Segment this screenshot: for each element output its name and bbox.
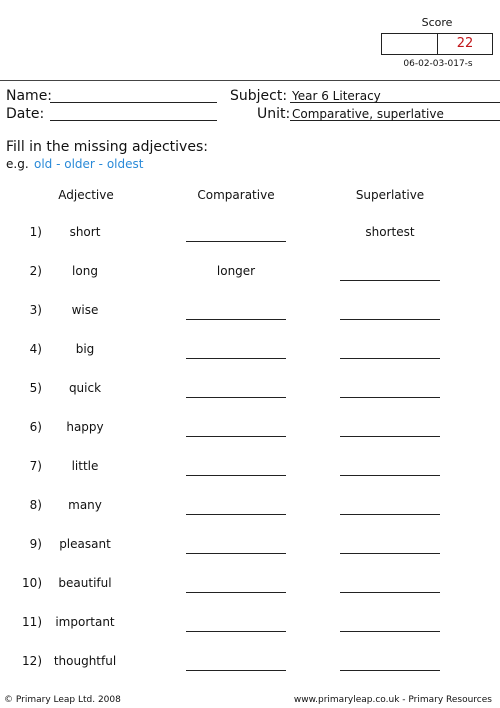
row-number: 6) [29, 420, 42, 434]
table-row [0, 225, 500, 245]
adjective-cell: long [72, 264, 98, 278]
table-row [0, 576, 500, 596]
comparative-answer-line[interactable] [186, 654, 286, 671]
comparative-answer-line[interactable] [186, 342, 286, 359]
row-number: 10) [22, 576, 42, 590]
superlative-answer-line[interactable] [340, 420, 440, 437]
table-row [0, 537, 500, 557]
date-label: Date: [6, 106, 45, 122]
unit-label: Unit: [257, 106, 291, 122]
comparative-answer-line[interactable] [186, 615, 286, 632]
superlative-answer-line[interactable] [340, 264, 440, 281]
table-row [0, 303, 500, 323]
footer-website: www.primaryleap.co.uk - Primary Resources [293, 695, 492, 705]
table-row [0, 459, 500, 479]
superlative-answer-line[interactable] [340, 654, 440, 671]
name-label: Name: [6, 88, 53, 104]
sheet-code: 06-02-03-017-s [403, 59, 473, 69]
comparative-answer-line[interactable] [186, 498, 286, 515]
row-number: 3) [29, 303, 42, 317]
subject-value: Year 6 Literacy [292, 89, 381, 103]
adjective-cell: little [71, 459, 99, 473]
footer-copyright: © Primary Leap Ltd. 2008 [4, 695, 121, 705]
table-row [0, 498, 500, 518]
superlative-answer-line[interactable] [340, 498, 440, 515]
adjective-cell: pleasant [59, 537, 111, 551]
adjective-cell: beautiful [58, 576, 112, 590]
comparative-answer-line[interactable] [186, 576, 286, 593]
superlative-answer-line[interactable] [340, 342, 440, 359]
score-value: 22 [456, 36, 474, 51]
column-header-adjective: Adjective [58, 188, 114, 202]
superlative-answer-line[interactable] [340, 615, 440, 632]
date-line[interactable] [50, 120, 217, 121]
header-divider [0, 80, 500, 81]
adjective-cell: wise [71, 303, 99, 317]
comparative-answer-line[interactable] [186, 225, 286, 242]
comparative-answer-line[interactable] [186, 303, 286, 320]
score-label: Score [421, 16, 453, 29]
row-number: 9) [29, 537, 42, 551]
comparative-answer-line[interactable] [186, 459, 286, 476]
superlative-cell: shortest [365, 225, 415, 239]
adjective-cell: quick [68, 381, 102, 395]
row-number: 8) [29, 498, 42, 512]
adjective-cell: many [68, 498, 102, 512]
row-number: 11) [22, 615, 42, 629]
table-row [0, 342, 500, 362]
superlative-answer-line[interactable] [340, 381, 440, 398]
row-number: 1) [29, 225, 42, 239]
superlative-answer-line[interactable] [340, 576, 440, 593]
superlative-answer-line[interactable] [340, 459, 440, 476]
subject-label: Subject: [230, 88, 288, 104]
score-blank-cell [382, 34, 438, 54]
adjective-cell: short [69, 225, 101, 239]
example-prefix: e.g. [6, 157, 29, 171]
comparative-answer-line[interactable] [186, 420, 286, 437]
adjective-cell: big [75, 342, 95, 356]
table-row [0, 615, 500, 635]
adjective-cell: thoughtful [53, 654, 117, 668]
column-header-superlative: Superlative [355, 188, 425, 202]
comparative-cell: longer [216, 264, 256, 278]
table-row [0, 381, 500, 401]
instruction-text: Fill in the missing adjectives: [6, 139, 208, 155]
row-number: 12) [22, 654, 42, 668]
adjective-cell: happy [66, 420, 104, 434]
row-number: 4) [29, 342, 42, 356]
adjective-cell: important [55, 615, 115, 629]
superlative-answer-line[interactable] [340, 303, 440, 320]
comparative-answer-line[interactable] [186, 537, 286, 554]
row-number: 5) [29, 381, 42, 395]
table-row [0, 654, 500, 674]
score-box [381, 33, 493, 55]
row-number: 2) [29, 264, 42, 278]
comparative-answer-line[interactable] [186, 381, 286, 398]
example-text: old - older - oldest [34, 157, 144, 171]
superlative-answer-line[interactable] [340, 537, 440, 554]
table-row [0, 264, 500, 284]
name-line[interactable] [50, 102, 217, 103]
row-number: 7) [29, 459, 42, 473]
table-row [0, 420, 500, 440]
unit-value: Comparative, superlative [292, 107, 444, 121]
column-header-comparative: Comparative [197, 188, 275, 202]
